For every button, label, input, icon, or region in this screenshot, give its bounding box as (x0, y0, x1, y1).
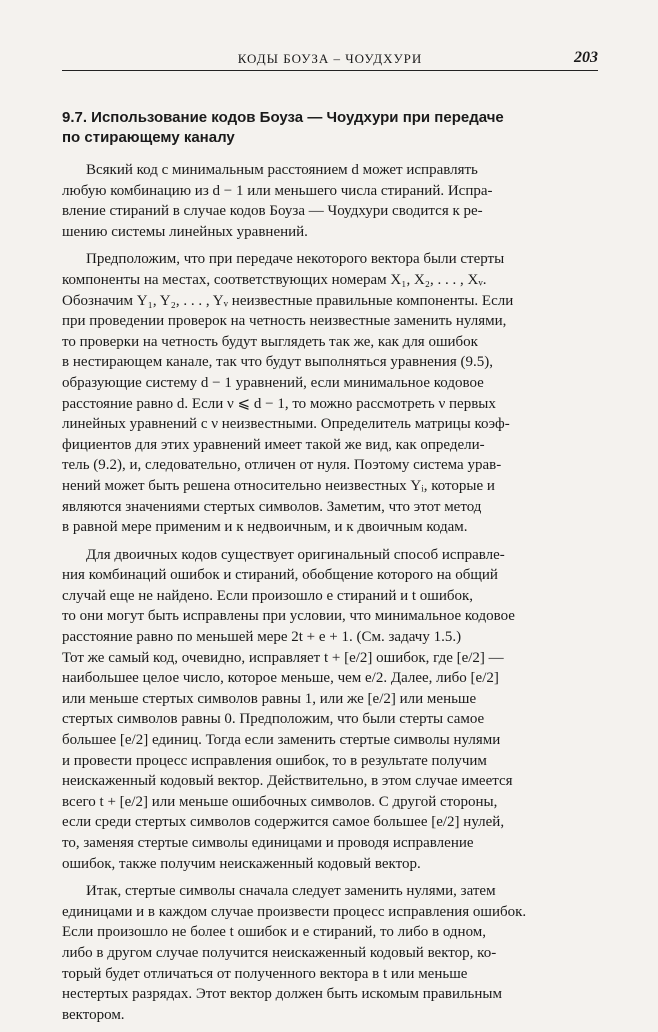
text-line: ния комбинаций ошибок и стираний, обобщение которого на общий (62, 567, 498, 584)
text-line: Для двоичных кодов существует оригинальный способ исправле- (86, 546, 505, 563)
text-line: и провести процесс исправления ошибок, то в результате получим (62, 752, 487, 769)
text-line: нений может быть решена относительно неизвестных Yᵢ, которые и (62, 477, 495, 494)
paragraph (62, 160, 598, 242)
running-title: КОДЫ БОУЗА – ЧОУДХУРИ (237, 51, 423, 66)
body-text (62, 160, 598, 1032)
text-line: Итак, стертые символы сначала следует заменить нулями, затем (86, 883, 496, 900)
text-line: образующие систему d − 1 уравнений, если минимальное кодовое (62, 374, 484, 391)
paragraph (62, 249, 598, 537)
text-line: либо в другом случае получится неискаженный кодовый вектор, ко- (62, 944, 497, 961)
running-head (62, 50, 598, 71)
text-line: являются значениями стертых символов. Заметим, что этот метод (62, 498, 482, 515)
text-line: тель (9.2), и, следовательно, отличен от нуля. Поэтому система урав- (62, 457, 502, 474)
text-line: стертых символов равны 0. Предположим, что были стерты самое (62, 711, 485, 728)
text-line: то они могут быть исправлены при условии, что минимальное кодовое (62, 608, 515, 625)
text-line: торый будет отличаться от полученного вектора в t или меньше (62, 965, 468, 982)
text-line: то проверки на четность будут выглядеть так же, как для ошибок (62, 333, 478, 350)
section-heading-line: по стирающему каналу (62, 129, 235, 146)
text-line: вление стираний в случае кодов Боуза — Чоудхури сводится к ре- (62, 203, 483, 220)
text-line: в нестирающем канале, так что будут выполняться уравнения (9.5), (62, 354, 493, 371)
text-line: Обозначим Y₁, Y₂, . . . , Yᵥ неизвестные правильные компоненты. Если (62, 292, 514, 309)
text-line: в равной мере применим и к недвоичным, и к двоичным кодам. (62, 519, 468, 536)
section-heading (62, 108, 598, 148)
text-line: расстояние равно по меньшей мере 2t + e + 1. (См. задачу 1.5.) (62, 629, 462, 646)
text-line: если среди стертых символов содержится самое большее [e/2] нулей, (62, 814, 505, 831)
text-line: шению системы линейных уравнений. (62, 223, 308, 240)
page-number: 203 (574, 49, 598, 66)
text-line: единицами и в каждом случае произвести процесс исправления ошибок. (62, 903, 527, 920)
text-line: случай еще не найдено. Если произошло e стираний и t ошибок, (62, 587, 474, 604)
text-line: большее [e/2] единиц. Тогда если заменить стертые символы нулями (62, 732, 501, 749)
paragraph (62, 545, 598, 875)
text-line: линейных уравнений с ν неизвестными. Определитель матрицы коэф- (62, 416, 510, 433)
text-line: любую комбинацию из d − 1 или меньшего числа стираний. Испра- (62, 182, 493, 199)
text-line: то, заменяя стертые символы единицами и проводя исправление (62, 835, 474, 851)
paragraph (62, 881, 598, 1025)
text-line: всего t + [e/2] или меньше ошибочных символов. С другой стороны, (62, 793, 498, 810)
text-line: при проведении проверок на четность неизвестные заменить нулями, (62, 313, 507, 330)
text-line: ошибок, также получим неискаженный кодовый вектор. (62, 855, 421, 872)
section-heading-line: 9.7. Использование кодов Боуза — Чоудхури при передаче (62, 109, 504, 126)
text-line: Если произошло не более t ошибок и e стираний, то либо в одном, (62, 924, 487, 941)
text-line: Всякий код с минимальным расстоянием d может исправлять (86, 162, 478, 178)
text-line: неискаженный кодовый вектор. Действительно, в этом случае имеется (62, 773, 513, 790)
text-line: нестертых разрядах. Этот вектор должен быть искомым правильным (62, 986, 502, 1003)
text-line: компоненты на местах, соответствующих номерам X₁, X₂, . . . , Xᵥ. (62, 271, 487, 288)
text-line: Предположим, что при передаче некоторого вектора были стерты (86, 251, 505, 268)
text-line: или меньше стертых символов равны 1, или же [e/2] или меньше (62, 690, 477, 707)
text-line: Тот же самый код, очевидно, исправляет t + [e/2] ошибок, где [e/2] — (62, 649, 504, 666)
text-line: наибольшее целое число, которое меньше, чем e/2. Далее, либо [e/2] (62, 670, 499, 687)
text-line: расстояние равно d. Если ν ⩽ d − 1, то можно рассмотреть ν первых (62, 395, 496, 412)
text-line: вектором. (62, 1006, 125, 1023)
text-line: фициентов для этих уравнений имеет такой же вид, как определи- (62, 436, 485, 453)
